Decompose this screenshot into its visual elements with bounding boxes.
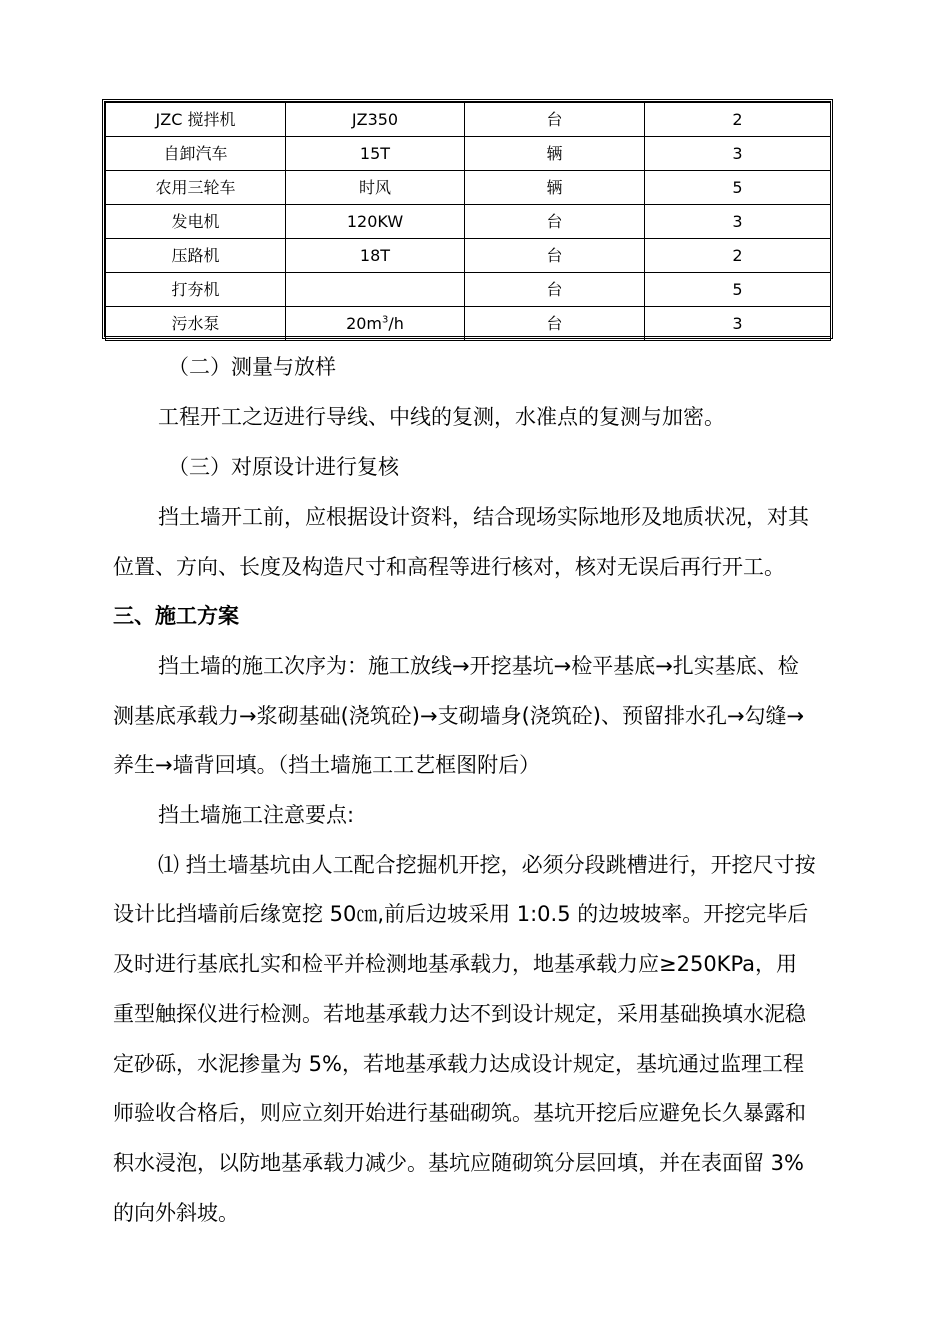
table-row [106, 307, 831, 341]
equipment-table [102, 99, 833, 339]
equipment-qty: 3 [645, 137, 831, 171]
equipment-unit: 台 [465, 273, 645, 307]
survey-heading: （二）测量与放样 [168, 355, 336, 379]
table-row [106, 103, 831, 137]
table-row [106, 137, 831, 171]
table-row [106, 205, 831, 239]
equipment-qty: 2 [645, 239, 831, 273]
review-text-line: 位置、方向、长度及构造尺寸和高程等进行核对，核对无误后再行开工。 [113, 555, 785, 579]
equipment-unit: 辆 [465, 137, 645, 171]
equipment-name: 打夯机 [106, 273, 286, 307]
equipment-qty: 5 [645, 273, 831, 307]
review-text-line: 挡土墙开工前，应根据设计资料，结合现场实际地形及地质状况，对其 [158, 505, 809, 529]
equipment-unit: 台 [465, 239, 645, 273]
note1-text-line: ⑴ 挡土墙基坑由人工配合挖掘机开挖，必须分段跳槽进行，开挖尺寸按 [158, 853, 816, 877]
review-heading: （三）对原设计进行复核 [168, 455, 399, 479]
equipment-spec [286, 307, 465, 341]
spec-tail: /h [388, 314, 404, 333]
equipment-qty: 2 [645, 103, 831, 137]
equipment-qty: 3 [645, 307, 831, 341]
plan-heading: 三、施工方案 [113, 604, 239, 628]
equipment-name: 污水泵 [106, 307, 286, 341]
spec-superscript: 3 [382, 314, 389, 326]
equipment-unit: 台 [465, 103, 645, 137]
equipment-qty: 3 [645, 205, 831, 239]
survey-text: 工程开工之迈进行导线、中线的复测，水准点的复测与加密。 [158, 405, 725, 429]
note1-text-line: 师验收合格后，则应立刻开始进行基础砌筑。基坑开挖后应避免长久暴露和 [113, 1101, 806, 1125]
note1-text-line: 积水浸泡，以防地基承载力减少。基坑应随砌筑分层回填，并在表面留 3% [113, 1151, 804, 1175]
equipment-unit: 台 [465, 205, 645, 239]
equipment-spec: JZ350 [286, 103, 465, 137]
equipment-name: 农用三轮车 [106, 171, 286, 205]
equipment-name: 自卸汽车 [106, 137, 286, 171]
sequence-text-line: 挡土墙的施工次序为：施工放线→开挖基坑→检平基底→扎实基底、检 [158, 654, 799, 678]
equipment-spec [286, 273, 465, 307]
table-row [106, 171, 831, 205]
note1-text-line: 的向外斜坡。 [113, 1201, 239, 1225]
spec-base: 20m [346, 314, 383, 333]
note1-text-line: 及时进行基底扎实和检平并检测地基承载力，地基承载力应≥250KPa，用 [113, 952, 798, 976]
notes-heading: 挡土墙施工注意要点: [158, 803, 355, 827]
equipment-spec: 120KW [286, 205, 465, 239]
equipment-spec: 18T [286, 239, 465, 273]
equipment-qty: 5 [645, 171, 831, 205]
equipment-unit: 辆 [465, 171, 645, 205]
note1-text-line: 定砂砾，水泥掺量为 5%，若地基承载力达成设计规定，基坑通过监理工程 [113, 1052, 804, 1076]
table-row [106, 273, 831, 307]
sequence-text-line: 测基底承载力→浆砌基础(浇筑砼)→支砌墙身(浇筑砼)、预留排水孔→勾缝→ [113, 704, 805, 728]
equipment-name: 压路机 [106, 239, 286, 273]
equipment-unit: 台 [465, 307, 645, 341]
equipment-spec: 时风 [286, 171, 465, 205]
equipment-name: JZC 搅拌机 [106, 103, 286, 137]
sequence-text-line: 养生→墙背回填。（挡土墙施工工艺框图附后） [113, 753, 541, 777]
equipment-name: 发电机 [106, 205, 286, 239]
note1-text-line: 设计比挡墙前后缘宽挖 50㎝,前后边坡采用 1:0.5 的边坡坡率。开挖完毕后 [113, 902, 809, 926]
equipment-spec: 15T [286, 137, 465, 171]
note1-text-line: 重型触探仪进行检测。若地基承载力达不到设计规定，采用基础换填水泥稳 [113, 1002, 806, 1026]
table-row [106, 239, 831, 273]
